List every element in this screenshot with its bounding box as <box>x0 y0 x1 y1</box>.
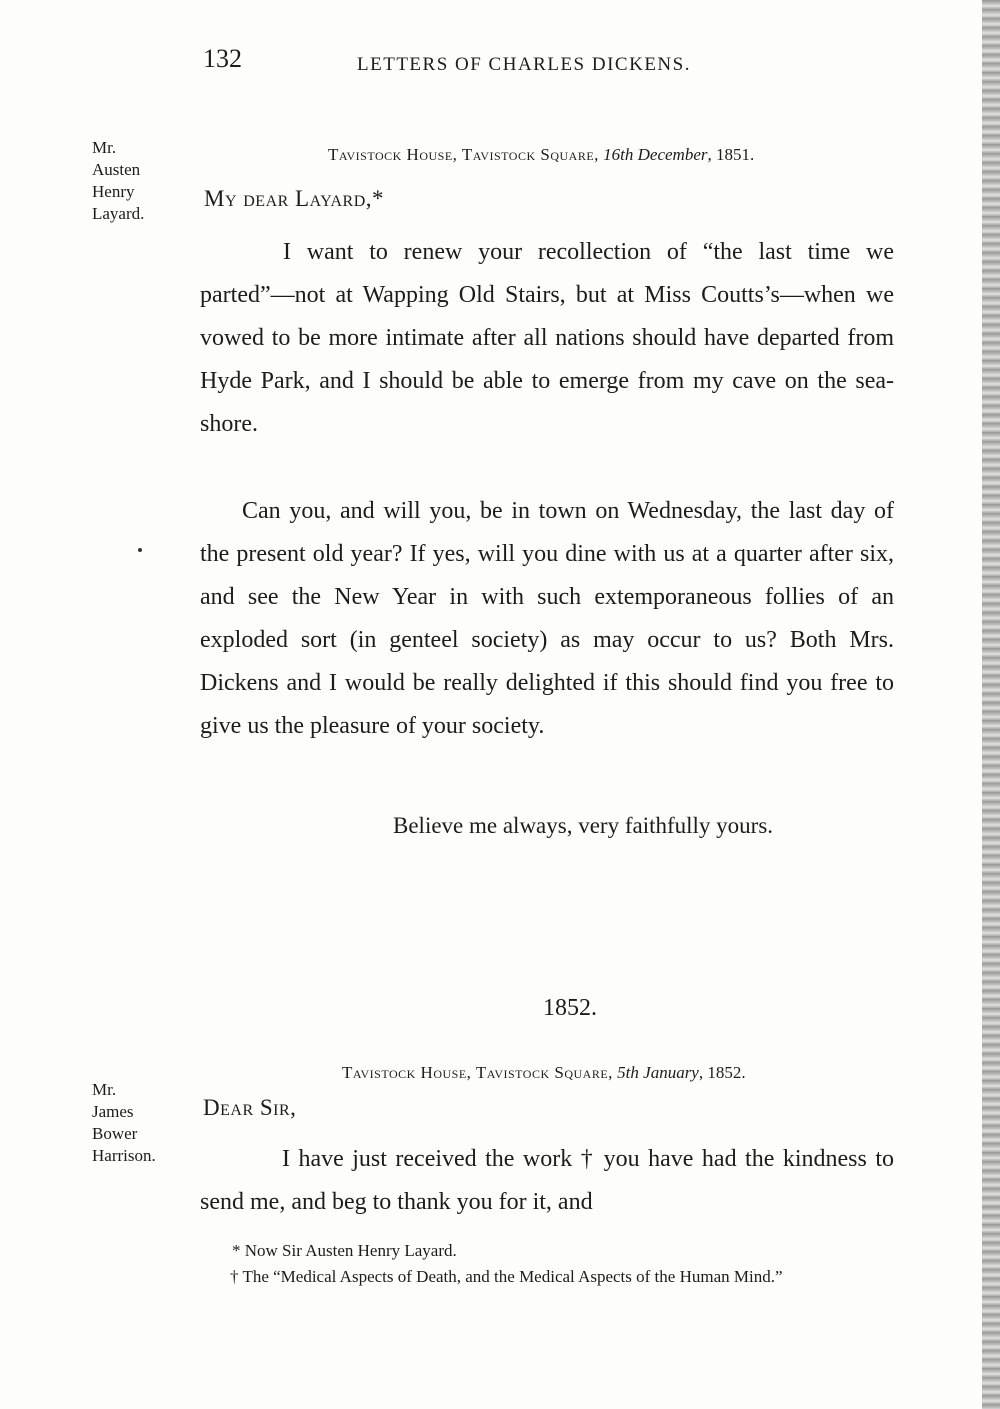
margin-line: Harrison. <box>92 1146 156 1165</box>
ink-speck <box>138 548 142 552</box>
page-edge-shadow <box>982 0 1000 1409</box>
margin-line: James <box>92 1102 134 1121</box>
margin-line: Bower <box>92 1124 138 1143</box>
salutation: My dear Layard,* <box>204 186 385 211</box>
recipient-margin-note <box>92 137 144 225</box>
recipient-margin-note <box>92 1079 156 1167</box>
margin-line: Austen <box>92 160 141 179</box>
dateline-place: Tavistock House, Tavistock Square, <box>328 145 599 164</box>
letter-paragraph: Can you, and will you, be in town on Wednesday, the last day of the present old year? If yes, will you dine with us at a quarter after six, and see the New Year in with such extemporaneous follies of an exploded sort (in genteel society) as may occur to us? Both Mrs. Dickens and I would be really delighted if this should find you free to give us the pleasure of your society. <box>200 498 894 739</box>
dateline <box>328 145 754 165</box>
dateline-year: , 1852. <box>698 1063 746 1082</box>
footnote: * Now Sir Austen Henry Layard. <box>232 1241 457 1260</box>
salutation: Dear Sir, <box>203 1095 297 1120</box>
closing: Believe me always, very faithfully yours. <box>393 813 774 838</box>
running-title: LETTERS OF CHARLES DICKENS. <box>357 54 691 75</box>
page-number: 132 <box>203 44 242 73</box>
dateline-date: 5th January <box>617 1063 699 1082</box>
margin-line: Henry <box>92 182 135 201</box>
margin-line: Mr. <box>92 1080 117 1099</box>
margin-line: Layard. <box>92 204 145 223</box>
letter-paragraph: I want to renew your recollection of “the last time we parted”—not at Wapping Old Stairs, but at Miss Coutts’s—when we vowed to be more intimate after all nations should have departed from Hyde Park, and I should be able to emerge from my cave on the sea-shore. <box>200 239 894 437</box>
margin-line: Mr. <box>92 138 117 157</box>
year-heading: 1852. <box>543 995 597 1021</box>
dateline <box>342 1063 746 1083</box>
letter-paragraph: I have just received the work † you have had the kindness to send me, and beg to thank you for it, and <box>200 1146 894 1215</box>
dateline-date: 16th December <box>603 145 708 164</box>
footnote: † The “Medical Aspects of Death, and the Medical Aspects of the Human Mind.” <box>230 1267 783 1286</box>
dateline-place: Tavistock House, Tavistock Square, <box>342 1063 613 1082</box>
dateline-year: , 1851. <box>707 145 755 164</box>
